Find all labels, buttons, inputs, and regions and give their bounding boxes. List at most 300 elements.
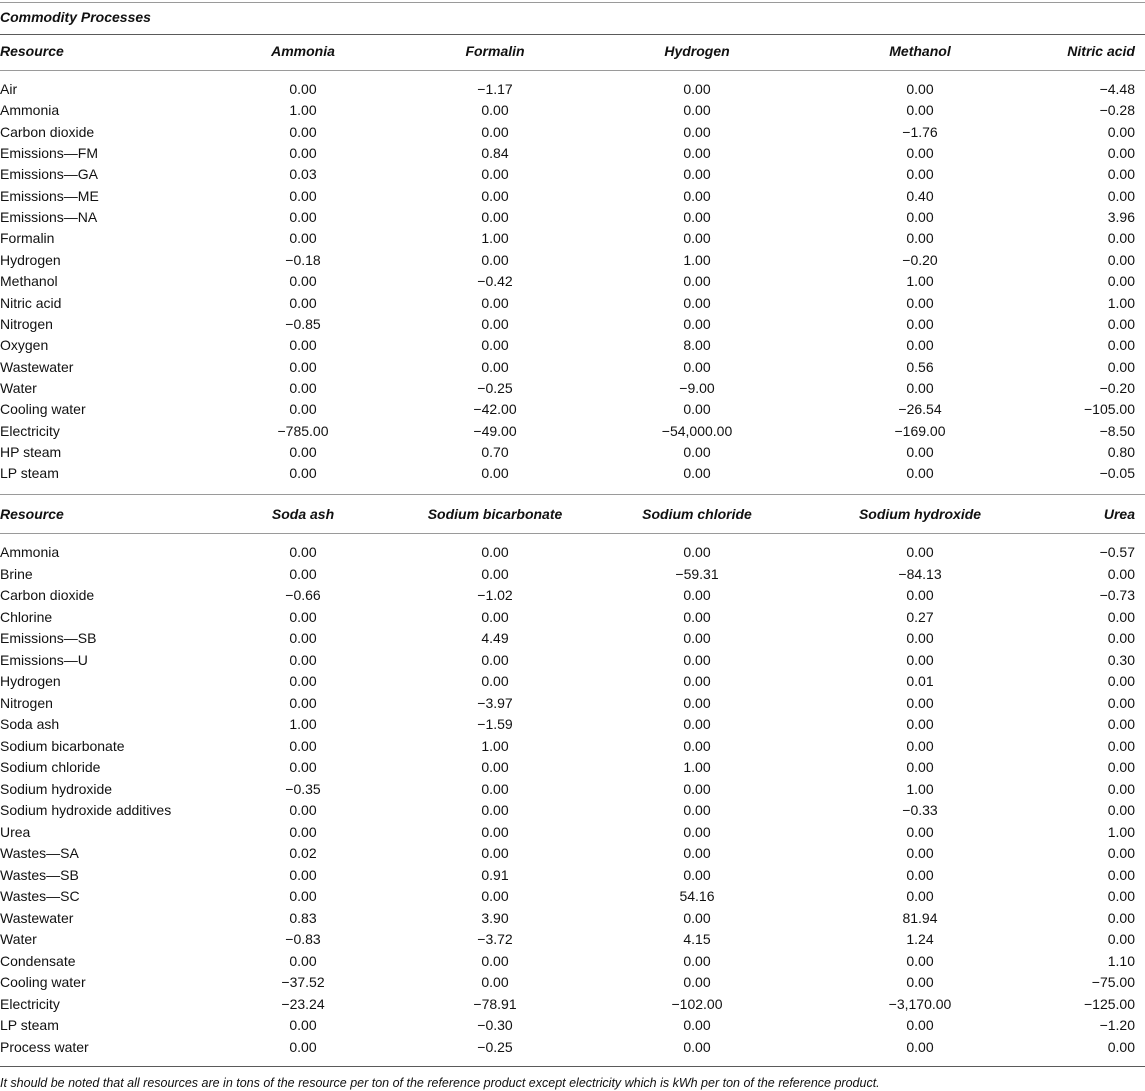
table-cell: 0.00: [906, 716, 934, 732]
table-cell: 0.00: [481, 823, 509, 840]
table-cell: 0.00: [906, 166, 934, 183]
table-row: [0, 124, 1145, 145]
table-cell: −0.66: [285, 587, 321, 603]
table-cell: 0.00: [1107, 230, 1135, 247]
table-row: [0, 316, 1145, 337]
table-cell: 0.00: [1107, 608, 1135, 625]
table-cell: −0.20: [902, 251, 938, 268]
table-cell: 0.00: [683, 974, 711, 990]
header-nitric-acid: Nitric acid: [1067, 43, 1135, 59]
table-cell: 0.00: [906, 737, 934, 754]
top-rule: [0, 2, 1145, 3]
table-cell: 0.00: [906, 1038, 934, 1055]
table-cell: −0.35: [285, 780, 321, 797]
table-cell: 3.90: [481, 909, 509, 926]
row-label: Ammonia: [0, 102, 60, 119]
table-row: [0, 166, 1145, 187]
table-cell: −169.00: [894, 422, 946, 439]
table-cell: 0.00: [906, 294, 934, 311]
table-cell: 0.00: [289, 337, 317, 354]
table-cell: −8.50: [1099, 422, 1135, 439]
table-row: [0, 781, 1145, 802]
table-cell: 0.00: [1107, 909, 1135, 926]
table-cell: 0.00: [683, 401, 711, 418]
row-label: Wastes—SB: [0, 866, 79, 883]
row-label: Cooling water: [0, 401, 86, 418]
table-cell: 0.00: [1107, 166, 1135, 183]
table-cell: −1.02: [477, 587, 513, 603]
table-cell: −3.97: [477, 694, 513, 711]
table-cell: −84.13: [898, 565, 942, 582]
table-cell: −1.76: [902, 123, 938, 140]
header-urea: Urea: [1103, 506, 1135, 522]
table-cell: 0.00: [481, 465, 509, 482]
table-cell: 54.16: [679, 888, 715, 904]
table-cell: 0.00: [481, 123, 509, 140]
table-cell: 0.80: [1107, 443, 1135, 460]
table-cell: 0.00: [906, 866, 934, 883]
header-hydrogen: Hydrogen: [664, 43, 730, 59]
table-cell: 0.00: [683, 845, 711, 861]
table-cell: 0.00: [906, 651, 934, 668]
table-cell: 0.00: [683, 866, 711, 883]
table-cell: 0.00: [289, 759, 317, 775]
table-cell: 1.00: [906, 780, 934, 797]
table-cell: 0.00: [906, 379, 934, 396]
row-label: Emissions—ME: [0, 187, 99, 204]
table-cell: 0.00: [481, 673, 509, 689]
table-row: [0, 673, 1145, 694]
row-label: Nitrogen: [0, 315, 53, 332]
row-label: Formalin: [0, 230, 55, 247]
table-cell: 81.94: [902, 909, 938, 926]
table-cell: 0.00: [289, 294, 317, 311]
table-cell: 0.00: [683, 694, 711, 711]
table-row: [0, 974, 1145, 995]
row-label: Water: [0, 379, 37, 396]
row-label: Wastewater: [0, 909, 74, 926]
table-cell: 0.00: [289, 673, 317, 689]
table-cell: 0.00: [906, 209, 934, 226]
table-cell: 0.00: [481, 974, 509, 990]
table-cell: 0.00: [1107, 123, 1135, 140]
table-cell: 0.00: [481, 608, 509, 625]
table-cell: −0.85: [285, 315, 321, 332]
table-cell: 0.00: [906, 587, 934, 603]
table-cell: 0.00: [906, 845, 934, 861]
table-cell: 0.00: [289, 1038, 317, 1055]
table-cell: 0.00: [289, 694, 317, 711]
table-cell: −59.31: [675, 565, 719, 582]
table-cell: 0.00: [289, 123, 317, 140]
row-label: Carbon dioxide: [0, 587, 95, 603]
table-cell: 0.00: [289, 465, 317, 482]
table-caption: Commodity Processes: [0, 9, 151, 25]
table-cell: 0.83: [289, 909, 317, 926]
row-label: Emissions—NA: [0, 209, 98, 226]
table-cell: 8.00: [683, 337, 711, 354]
table-cell: 0.00: [683, 123, 711, 140]
table-cell: −105.00: [1084, 401, 1135, 418]
table-cell: −1.17: [477, 81, 513, 97]
table-cell: −125.00: [1084, 995, 1135, 1012]
row-label: Emissions—FM: [0, 145, 99, 162]
table-cell: −78.91: [473, 995, 517, 1012]
table-cell: 0.00: [481, 544, 509, 560]
table-cell: 0.00: [481, 166, 509, 183]
table-cell: 0.00: [683, 608, 711, 625]
row-label: Chlorine: [0, 608, 53, 625]
table-cell: −0.25: [477, 1038, 513, 1055]
table-cell: 0.00: [683, 630, 711, 646]
table-cell: 0.00: [289, 358, 317, 375]
table-cell: 1.00: [289, 102, 317, 119]
bottom-rule: [0, 1066, 1145, 1067]
table-cell: 0.00: [906, 888, 934, 904]
table-cell: 0.00: [683, 651, 711, 668]
table-cell: 0.00: [906, 630, 934, 646]
table-cell: −0.25: [477, 379, 513, 396]
table-cell: 0.00: [481, 315, 509, 332]
table-row: [0, 609, 1145, 630]
row-label: Ammonia: [0, 544, 60, 560]
header-formalin: Formalin: [465, 43, 525, 59]
table-cell: 1.00: [906, 273, 934, 290]
table-cell: 1.00: [1107, 823, 1135, 840]
table-cell: 0.00: [1107, 759, 1135, 775]
table-cell: 0.00: [906, 443, 934, 460]
table-cell: 0.00: [1107, 337, 1135, 354]
table-cell: −102.00: [671, 995, 723, 1012]
header-methanol: Methanol: [889, 43, 951, 59]
row-label: Hydrogen: [0, 673, 61, 689]
table-cell: 0.00: [289, 802, 317, 818]
row-label: Electricity: [0, 995, 60, 1012]
header-resource-2: Resource: [0, 506, 64, 522]
section2-header-rule: [0, 533, 1145, 534]
row-label: Process water: [0, 1038, 89, 1055]
table-cell: 1.24: [906, 931, 934, 947]
table-cell: 0.02: [289, 845, 317, 861]
table-cell: 0.00: [289, 401, 317, 418]
table-cell: 0.00: [481, 187, 509, 204]
table-cell: 0.00: [683, 780, 711, 797]
table-cell: 4.49: [481, 630, 509, 646]
table-cell: −1.59: [477, 716, 513, 732]
table-cell: −0.30: [477, 1017, 513, 1033]
table-cell: −4.48: [1099, 81, 1135, 97]
table-cell: 0.00: [289, 379, 317, 396]
table-cell: 0.00: [1107, 358, 1135, 375]
row-label: Sodium chloride: [0, 759, 101, 775]
table-row: [0, 824, 1145, 845]
table-cell: 0.00: [289, 81, 317, 97]
row-label: Air: [0, 81, 18, 97]
section-divider: [0, 494, 1145, 495]
table-cell: −785.00: [277, 422, 329, 439]
table-cell: 0.00: [906, 337, 934, 354]
table-cell: 0.00: [906, 694, 934, 711]
table-row: [0, 337, 1145, 358]
row-label: Electricity: [0, 422, 60, 439]
table-cell: 0.00: [906, 81, 934, 97]
table-row: [0, 996, 1145, 1017]
table-cell: −0.28: [1099, 102, 1135, 119]
table-cell: −0.42: [477, 273, 513, 290]
table-cell: 0.03: [289, 166, 317, 183]
row-label: Nitric acid: [0, 294, 62, 311]
table-cell: 0.00: [289, 544, 317, 560]
row-label: Urea: [0, 823, 31, 840]
table-cell: 0.00: [289, 952, 317, 969]
table-row: [0, 380, 1145, 401]
table-row: [0, 953, 1145, 974]
row-label: Carbon dioxide: [0, 123, 95, 140]
table-cell: 0.00: [1107, 931, 1135, 947]
table-cell: −0.20: [1099, 379, 1135, 396]
row-label: Emissions—SB: [0, 630, 97, 646]
table-cell: −1.20: [1099, 1017, 1135, 1033]
table-cell: 0.00: [683, 145, 711, 162]
table-cell: 0.00: [481, 337, 509, 354]
table-row: [0, 209, 1145, 230]
table-cell: −0.33: [902, 802, 938, 818]
row-label: Wastewater: [0, 358, 74, 375]
table-row: [0, 544, 1145, 565]
table-cell: 0.70: [481, 443, 509, 460]
table-cell: −75.00: [1091, 974, 1135, 990]
table-cell: −3.72: [477, 931, 513, 947]
table-cell: 0.00: [1107, 273, 1135, 290]
table-cell: 0.00: [289, 1017, 317, 1033]
table-cell: 0.00: [683, 209, 711, 226]
table-cell: −0.57: [1099, 544, 1135, 560]
table-cell: 0.00: [289, 651, 317, 668]
table-cell: 0.00: [1107, 145, 1135, 162]
table-cell: 0.00: [683, 1017, 711, 1033]
table-cell: 1.00: [683, 759, 711, 775]
row-label: Condensate: [0, 952, 76, 969]
table-cell: 0.84: [481, 145, 509, 162]
table-cell: 0.30: [1107, 651, 1135, 668]
table-cell: 1.00: [1107, 294, 1135, 311]
table-cell: 0.00: [289, 187, 317, 204]
table-cell: −0.83: [285, 931, 321, 947]
table-cell: −49.00: [473, 422, 517, 439]
table-row: [0, 587, 1145, 608]
table-cell: 0.00: [1107, 630, 1135, 646]
table-cell: 0.00: [906, 315, 934, 332]
table-row: [0, 738, 1145, 759]
table-cell: 0.00: [289, 209, 317, 226]
row-label: Wastes—SC: [0, 888, 80, 904]
table-cell: 1.00: [683, 251, 711, 268]
table-row: [0, 1017, 1145, 1038]
table-cell: 0.00: [481, 780, 509, 797]
table-row: [0, 145, 1145, 166]
table-cell: 0.00: [683, 1038, 711, 1055]
table-row: [0, 630, 1145, 651]
table-cell: 0.01: [906, 673, 934, 689]
table-cell: 0.00: [481, 209, 509, 226]
table-row: [0, 931, 1145, 952]
table-cell: 0.00: [683, 716, 711, 732]
table-row: [0, 295, 1145, 316]
header-resource-1: Resource: [0, 43, 64, 59]
table-row: [0, 652, 1145, 673]
table-cell: 0.00: [481, 358, 509, 375]
table-row: [0, 401, 1145, 422]
table-cell: 0.00: [481, 651, 509, 668]
table-row: [0, 81, 1145, 102]
table-row: [0, 716, 1145, 737]
row-label: Emissions—GA: [0, 166, 99, 183]
table-cell: 0.00: [906, 759, 934, 775]
table-cell: 0.00: [289, 443, 317, 460]
table-cell: 0.40: [906, 187, 934, 204]
table-cell: 0.00: [1107, 737, 1135, 754]
table-cell: 0.00: [683, 823, 711, 840]
table-cell: 0.00: [481, 845, 509, 861]
table-row: [0, 273, 1145, 294]
table-cell: 0.00: [289, 230, 317, 247]
table-row: [0, 566, 1145, 587]
table-cell: 0.00: [906, 145, 934, 162]
table-footnote: It should be noted that all resources are in tons of the resource per ton of the reference product except electricity which is kWh per ton of the reference product.: [0, 1076, 880, 1090]
table-cell: −9.00: [679, 379, 715, 396]
table-cell: 0.00: [289, 630, 317, 646]
table-cell: 0.00: [1107, 845, 1135, 861]
table-cell: 0.00: [906, 974, 934, 990]
table-row: [0, 867, 1145, 888]
header-ammonia: Ammonia: [271, 43, 335, 59]
table-row: [0, 695, 1145, 716]
table-cell: 0.00: [481, 102, 509, 119]
table-cell: 0.00: [1107, 866, 1135, 883]
table-cell: 0.00: [683, 81, 711, 97]
table-cell: 0.00: [683, 102, 711, 119]
table-row: [0, 444, 1145, 465]
table-row: [0, 759, 1145, 780]
row-label: Soda ash: [0, 716, 60, 732]
table-cell: 0.00: [289, 888, 317, 904]
row-label: LP steam: [0, 1017, 59, 1033]
table-row: [0, 910, 1145, 931]
row-label: Sodium hydroxide: [0, 780, 113, 797]
table-row: [0, 188, 1145, 209]
table-cell: −0.73: [1099, 587, 1135, 603]
table-cell: 0.00: [906, 465, 934, 482]
table-cell: −42.00: [473, 401, 517, 418]
table-cell: 0.00: [683, 230, 711, 247]
table-cell: 0.00: [481, 294, 509, 311]
table-cell: 0.00: [1107, 1038, 1135, 1055]
table-row: [0, 230, 1145, 251]
table-cell: 0.00: [683, 737, 711, 754]
header-sodium-chloride: Sodium chloride: [642, 506, 752, 522]
table-row: [0, 888, 1145, 909]
table-cell: 0.00: [481, 952, 509, 969]
table-cell: 0.00: [481, 888, 509, 904]
table-cell: 0.00: [683, 358, 711, 375]
table-cell: 0.00: [1107, 802, 1135, 818]
header-sodium-bicarbonate: Sodium bicarbonate: [427, 506, 563, 522]
table-cell: 0.00: [683, 952, 711, 969]
table-row: [0, 465, 1145, 486]
table-cell: 0.00: [683, 673, 711, 689]
table-cell: −0.05: [1099, 465, 1135, 482]
row-label: Hydrogen: [0, 251, 61, 268]
header-soda-ash: Soda ash: [271, 506, 335, 522]
table-cell: 0.00: [1107, 694, 1135, 711]
header-sodium-hydroxide: Sodium hydroxide: [858, 506, 982, 522]
row-label: LP steam: [0, 465, 59, 482]
table-cell: 0.00: [906, 102, 934, 119]
table-cell: 0.00: [289, 823, 317, 840]
table-cell: 0.00: [906, 952, 934, 969]
row-label: Nitrogen: [0, 694, 53, 711]
table-cell: 0.00: [1107, 716, 1135, 732]
table-row: [0, 845, 1145, 866]
table-cell: 0.00: [1107, 187, 1135, 204]
table-cell: 0.00: [683, 544, 711, 560]
table-cell: 0.00: [683, 273, 711, 290]
table-cell: −23.24: [281, 995, 325, 1012]
table-cell: 0.00: [289, 737, 317, 754]
row-label: Emissions—U: [0, 651, 88, 668]
table-cell: 1.10: [1107, 952, 1135, 969]
table-cell: 0.00: [683, 802, 711, 818]
table-cell: 0.00: [481, 565, 509, 582]
table-cell: 0.00: [683, 187, 711, 204]
table-cell: 0.56: [906, 358, 934, 375]
table-cell: 0.00: [1107, 780, 1135, 797]
table-cell: −3,170.00: [888, 995, 952, 1012]
table-cell: −26.54: [898, 401, 942, 418]
table-cell: 0.27: [906, 608, 934, 625]
table-cell: 0.00: [481, 251, 509, 268]
table-row: [0, 802, 1145, 823]
table-cell: 0.00: [906, 544, 934, 560]
table-cell: 0.00: [1107, 673, 1135, 689]
table-cell: 0.00: [481, 759, 509, 775]
table-cell: 1.00: [481, 737, 509, 754]
table-cell: 0.00: [683, 166, 711, 183]
table-cell: 3.96: [1107, 209, 1135, 226]
table-cell: 0.00: [289, 273, 317, 290]
table-cell: 0.00: [906, 823, 934, 840]
table-cell: −54,000.00: [661, 422, 733, 439]
table-cell: 0.00: [289, 608, 317, 625]
table-cell: 0.00: [683, 465, 711, 482]
row-label: HP steam: [0, 443, 62, 460]
row-label: Brine: [0, 565, 33, 582]
table-cell: 1.00: [289, 716, 317, 732]
row-label: Sodium hydroxide additives: [0, 802, 172, 818]
table-cell: 1.00: [481, 230, 509, 247]
row-label: Oxygen: [0, 337, 49, 354]
section1-header-rule: [0, 70, 1145, 71]
table-cell: 0.00: [289, 565, 317, 582]
row-label: Methanol: [0, 273, 58, 290]
table-cell: 0.00: [481, 802, 509, 818]
table-cell: 0.00: [683, 315, 711, 332]
table-cell: −0.18: [285, 251, 321, 268]
table-cell: 0.00: [289, 145, 317, 162]
table-cell: −37.52: [281, 974, 325, 990]
table-cell: 4.15: [683, 931, 711, 947]
row-label: Water: [0, 931, 37, 947]
